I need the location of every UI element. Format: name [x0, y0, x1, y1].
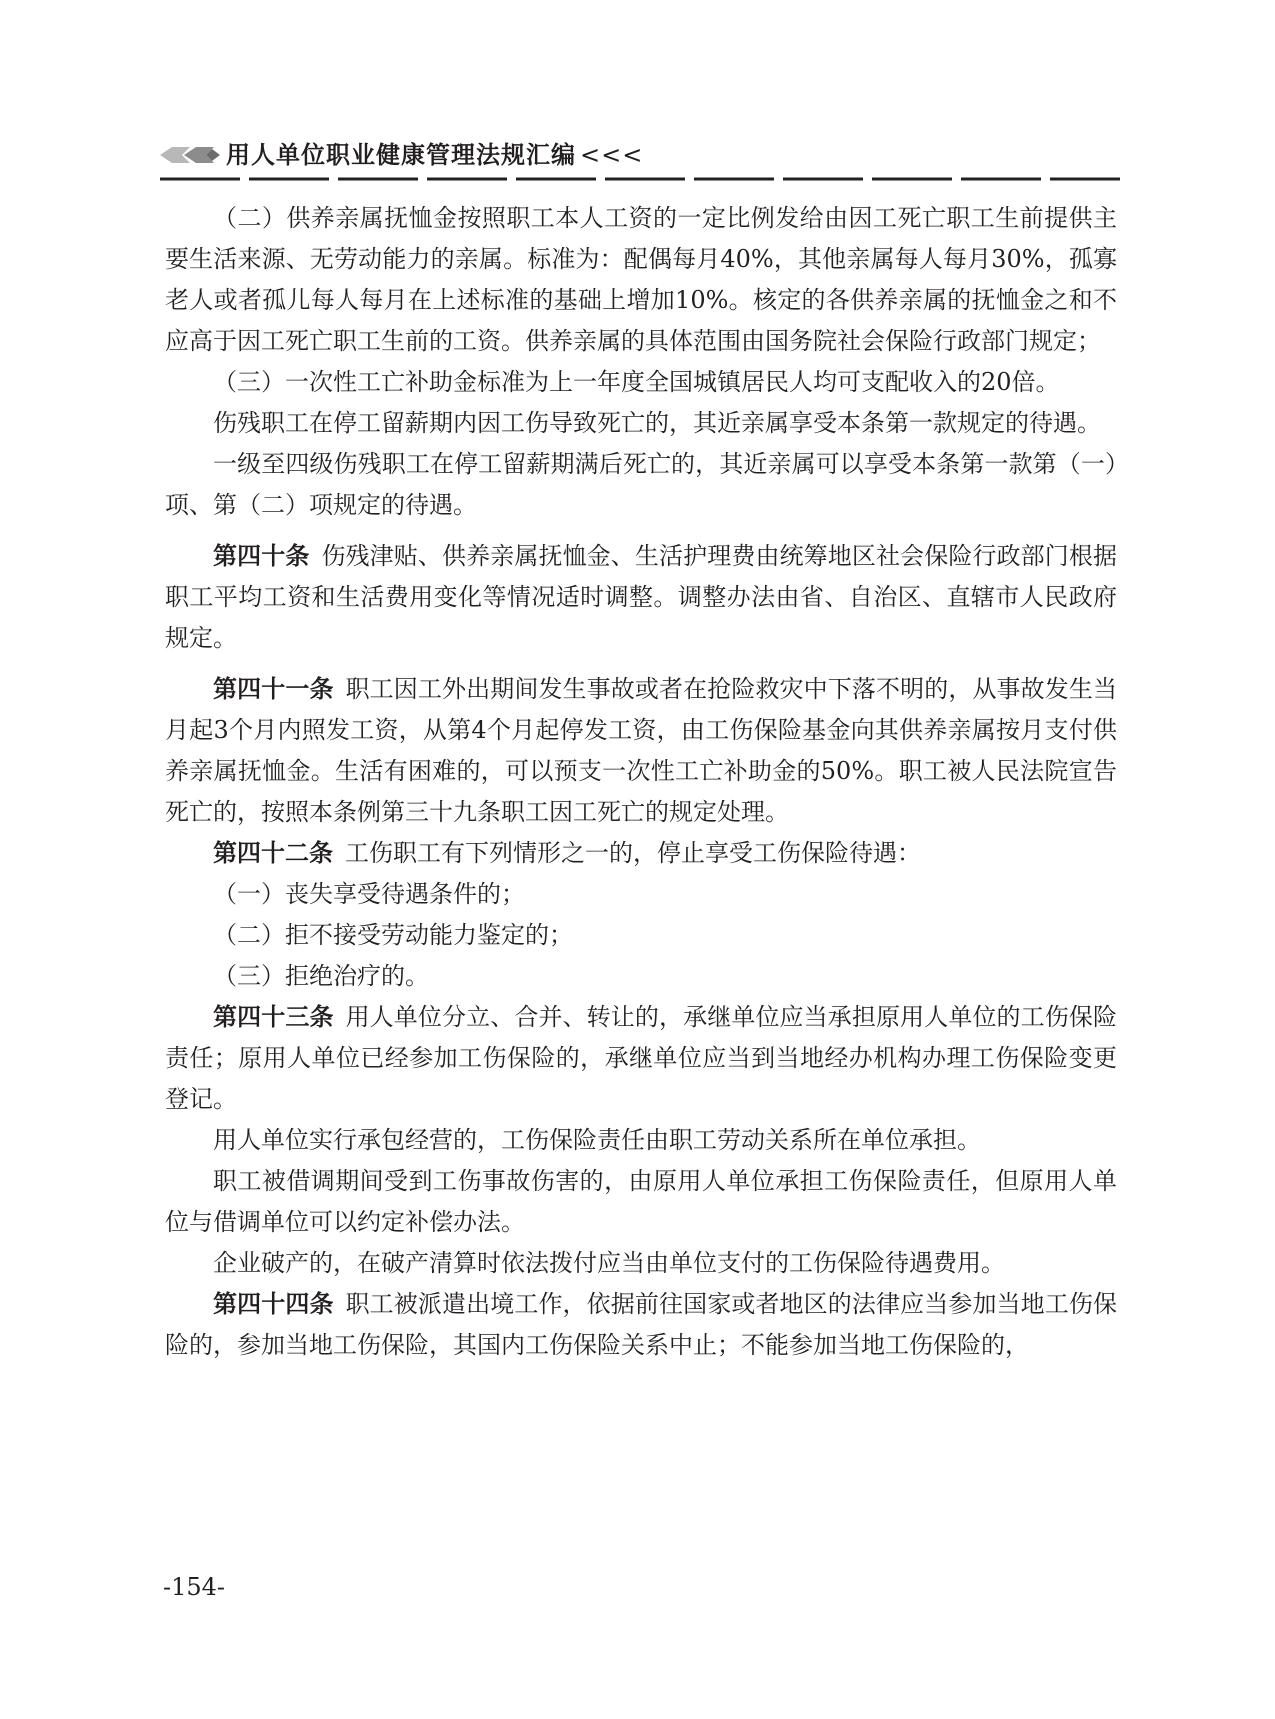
article-heading: 第四十二条	[213, 839, 333, 867]
paragraph-text: （三）拒绝治疗的。	[213, 962, 429, 990]
article-paragraph	[165, 669, 1117, 833]
article-heading: 第四十条	[213, 542, 310, 570]
article-paragraph	[165, 833, 1117, 874]
paragraph-text: 职工被派遣出境工作，依据前往国家或者地区的法律应当参加当地工伤保险的，参加当地工伤保险，其国内工伤保险关系中止；不能参加当地工伤保险的，	[165, 1290, 1118, 1359]
paragraph-text: （三）一次性工亡补助金标准为上一年度全国城镇居民人均可支配收入的20倍。	[213, 368, 1060, 396]
paragraph	[165, 444, 1117, 526]
paragraph-text: 企业破产的，在破产清算时依法拨付应当由单位支付的工伤保险待遇费用。	[213, 1249, 1005, 1277]
paragraph-text: （二）拒不接受劳动能力鉴定的；	[213, 921, 573, 949]
paragraph-text: （一）丧失享受待遇条件的；	[213, 880, 525, 908]
paragraph	[165, 1243, 1117, 1284]
list-item	[165, 915, 1117, 956]
article-heading: 第四十一条	[213, 675, 334, 703]
running-header	[160, 138, 1120, 178]
list-item	[165, 874, 1117, 915]
page-number: -154-	[163, 1573, 226, 1601]
paragraph	[165, 1120, 1117, 1161]
article-paragraph	[165, 1284, 1117, 1366]
paragraph-text: 职工被借调期间受到工伤事故伤害的，由原用人单位承担工伤保险责任，但原用人单位与借调单位可以约定补偿办法。	[165, 1167, 1117, 1236]
header-chevrons: <<<	[580, 141, 644, 169]
article-paragraph	[165, 536, 1117, 659]
paragraph-text: 工伤职工有下列情形之一的，停止享受工伤保险待遇：	[345, 839, 921, 867]
paragraph-text: 伤残职工在停工留薪期内因工伤导致死亡的，其近亲属享受本条第一款规定的待遇。	[213, 409, 1101, 437]
paragraph-text: （二）供养亲属抚恤金按照职工本人工资的一定比例发给由因工死亡职工生前提供主要生活来源、无劳动能力的亲属。标准为：配偶每月40%，其他亲属每人每月30%，孤寡老人或者孤儿每人每月在上述标准的基础上增加10%。核定的各供养亲属的抚恤金之和不应高于因工死亡职工生前的工资。供养亲属的具体范围由国务院社会保险行政部门规定；	[165, 204, 1117, 355]
double-arrow-icon	[160, 144, 220, 166]
list-item	[165, 956, 1117, 997]
paragraph	[165, 362, 1117, 403]
article-heading: 第四十三条	[213, 1003, 334, 1031]
body-text	[165, 198, 1117, 1366]
paragraph-text: 一级至四级伤残职工在停工留薪期满后死亡的，其近亲属可以享受本条第一款第（一）项、第（二）项规定的待遇。	[165, 450, 1117, 519]
paragraph	[165, 403, 1117, 444]
paragraph-text: 用人单位分立、合并、转让的，承继单位应当承担原用人单位的工伤保险责任；原用人单位已经参加工伤保险的，承继单位应当到当地经办机构办理工伤保险变更登记。	[165, 1003, 1118, 1113]
header-rule	[160, 177, 1120, 181]
header-title-text: 用人单位职业健康管理法规汇编	[226, 141, 576, 169]
paragraph-text: 职工因工外出期间发生事故或者在抢险救灾中下落不明的，从事故发生当月起3个月内照发工资，从第4个月起停发工资，由工伤保险基金向其供养亲属按月支付供养亲属抚恤金。生活有困难的，可以预支一次性工亡补助金的50%。职工被人民法院宣告死亡的，按照本条例第三十九条职工因工死亡的规定处理。	[165, 675, 1118, 826]
paragraph-text: 伤残津贴、供养亲属抚恤金、生活护理费由统筹地区社会保险行政部门根据职工平均工资和生活费用变化等情况适时调整。调整办法由省、自治区、直辖市人民政府规定。	[165, 542, 1118, 652]
paragraph-text: 用人单位实行承包经营的，工伤保险责任由职工劳动关系所在单位承担。	[213, 1126, 981, 1154]
header-title	[226, 138, 643, 172]
article-heading: 第四十四条	[213, 1290, 334, 1318]
paragraph	[165, 198, 1117, 362]
paragraph	[165, 1161, 1117, 1243]
article-paragraph	[165, 997, 1117, 1120]
